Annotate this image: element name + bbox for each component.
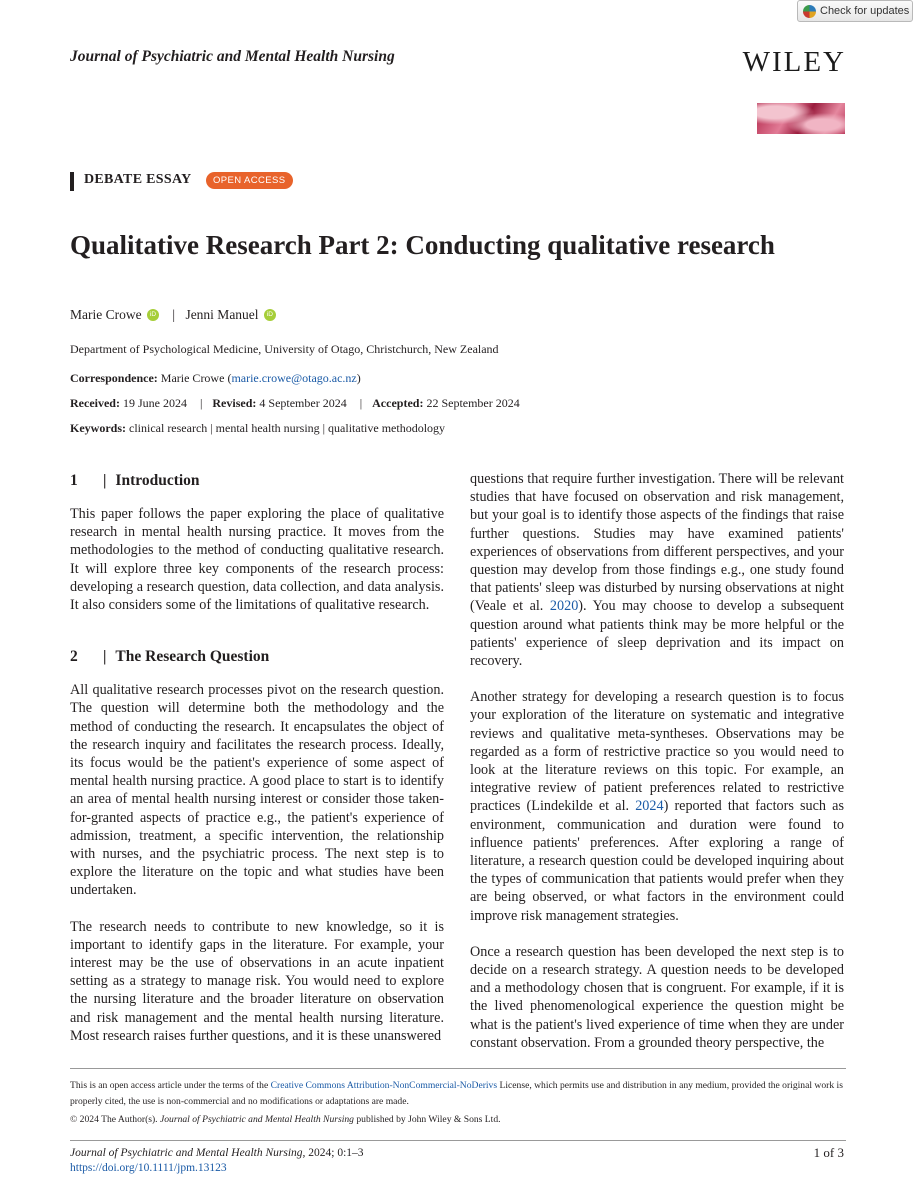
- footer-divider: [70, 1140, 846, 1141]
- keywords-value: clinical research | mental health nursing | qualitative methodology: [129, 421, 446, 435]
- received-date: 19 June 2024: [122, 396, 187, 410]
- orcid-icon[interactable]: iD: [264, 309, 276, 321]
- citation-journal: Journal of Psychiatric and Mental Health Nursing,: [70, 1147, 306, 1159]
- article-type-bar: [70, 172, 74, 191]
- keywords: [70, 421, 445, 436]
- publisher-logo: WILEY: [742, 46, 846, 78]
- section-number: 1: [70, 472, 78, 489]
- correspondence: Correspondence: Marie Crowe (marie.crowe@otago.ac.nz): [70, 371, 361, 385]
- author-name[interactable]: Marie Crowe: [70, 307, 142, 322]
- orcid-icon[interactable]: iD: [147, 309, 159, 321]
- section-title: The Research Question: [115, 648, 270, 666]
- revised-label: Revised:: [212, 396, 257, 410]
- keywords-label: Keywords:: [70, 421, 126, 435]
- left-column: [70, 470, 444, 1045]
- journal-cover-thumbnail: [757, 103, 845, 134]
- section-number: 2: [70, 648, 78, 666]
- author-list: [70, 307, 276, 323]
- footer-divider: [70, 1068, 846, 1069]
- citation-volume: 2024; 0:1–3: [305, 1147, 364, 1159]
- paragraph: Another strategy for developing a research question is to focus your exploration of the literature on systematic and integrative reviews and qualitative meta-syntheses. Observations may be regarded as a form of restrictive practice so you would need to look at the literature reviews on this topic. For example, an integrative review of patient preferences related to restrictive practices (Lindekilde et al. 2024) reported that factors such as environment, communication and duration were found to influence patients' preferences. After exploring a range of literature, a research question could be developed inquiring about the types of communication that patients would prefer when they are being observed, or what factors in the environment could improve risk management strategies.: [470, 689, 844, 924]
- section-heading-introduction: 1 | Introduction: [70, 472, 200, 489]
- author-separator: |: [172, 307, 176, 322]
- paragraph: This paper follows the paper exploring the place of qualitative research in mental health nursing practice. It moves from the methodologies to the method of conducting qualitative research. It will explore three key components of the research process: developing a research question, data collection, and data analysis. It also considers some of the limitations of qualitative research.: [70, 506, 444, 614]
- correspondence-name: Marie Crowe: [160, 371, 225, 385]
- accepted-date: 22 September 2024: [426, 396, 520, 410]
- paragraph: All qualitative research processes pivot on the research question. The question will determine both the methodology and the method of conducting the research. It encapsulates the object of the research inquiry and facilitates the research process. Ideally, its focus would be the patient's experience of some aspect of mental health nursing practice. A good place to start is to identify an area of mental health nursing interest or consider those taken-for-granted aspects of practice e.g., the patient's experience of admission, treatment, a specific intervention, the relationship with nurses, and the psychiatric process. The next step is to explore the literature on the topic and what studies have been undertaken.: [70, 682, 444, 899]
- author-name[interactable]: Jenni Manuel: [185, 307, 259, 322]
- article-dates: Received: 19 June 2024 | Revised: 4 September 2024 | Accepted: 22 September 2024: [70, 396, 520, 410]
- open-access-badge: OPEN ACCESS: [206, 172, 293, 189]
- paragraph: Once a research question has been developed the next step is to decide on a research strategy. A question needs to be developed and a methodology chosen that is congruent. For example, if it is the lived phenomenological experience the question might be what is the patient's lived experience of time when they are under constant observation. From a grounded theory perspective, the: [470, 943, 844, 1051]
- license-link[interactable]: Creative Commons Attribution-NonCommercial-NoDerivs: [270, 1080, 498, 1091]
- right-column: [470, 470, 844, 1052]
- received-label: Received:: [70, 396, 120, 410]
- citation-link[interactable]: 2024: [635, 798, 664, 815]
- check-for-updates-label: Check for updates: [820, 5, 910, 17]
- journal-name: Journal of Psychiatric and Mental Health Nursing: [70, 48, 395, 65]
- page-number: 1 of 3: [813, 1145, 844, 1160]
- paragraph: questions that require further investigation. There will be relevant studies that have focused on observation and risk management, but your goal is to identify those aspects of the findings that raise further questions. Studies may have examined patients' experiences of observations from different perspectives, and your question may develop from those findings e.g., one study found that patients' sleep was disturbed by nursing observations at night (Veale et al. 2020). You may choose to develop a subsequent question around what patients think may be more helpful or the patients' experience of sleep deprivation and its impact on recovery.: [470, 471, 844, 670]
- copyright-note: © 2024 The Author(s). Journal of Psychiatric and Mental Health Nursing published by John Wiley & Sons Ltd.: [70, 1114, 501, 1125]
- citation-info: [70, 1146, 364, 1176]
- correspondence-email-link[interactable]: marie.crowe@otago.ac.nz: [231, 371, 357, 385]
- citation-link[interactable]: 2020: [549, 598, 579, 615]
- section-heading-research-question: 2 | The Research Question: [70, 648, 270, 666]
- doi-link[interactable]: https://doi.org/10.1111/jpm.13123: [70, 1162, 227, 1174]
- license-note: This is an open access article under the terms of the Creative Commons Attribution-NonCommercial-NoDerivs License, which permits use and distribution in any medium, provided the original work is properly cited, the use is non-commercial and no modifications or adaptations are made.: [70, 1080, 843, 1107]
- affiliation: Department of Psychological Medicine, University of Otago, Christchurch, New Zealand: [70, 342, 499, 356]
- revised-date: 4 September 2024: [259, 396, 347, 410]
- article-type: DEBATE ESSAY: [84, 172, 192, 187]
- correspondence-label: Correspondence:: [70, 371, 158, 385]
- section-title: Introduction: [115, 472, 200, 489]
- article-title: Qualitative Research Part 2: Conducting qualitative research: [70, 230, 775, 260]
- crossmark-icon: [803, 5, 816, 18]
- accepted-label: Accepted:: [372, 396, 424, 410]
- paragraph: The research needs to contribute to new knowledge, so it is important to identify gaps in the literature. For example, your interest may be the use of observations in an acute inpatient setting as a strategy to manage risk. You would need to explore the nursing literature and the broader literature on observation and risk management and the mental health nursing literature. Most research raises further questions, and it is these unanswered: [70, 918, 444, 1044]
- check-for-updates-button[interactable]: [797, 0, 913, 22]
